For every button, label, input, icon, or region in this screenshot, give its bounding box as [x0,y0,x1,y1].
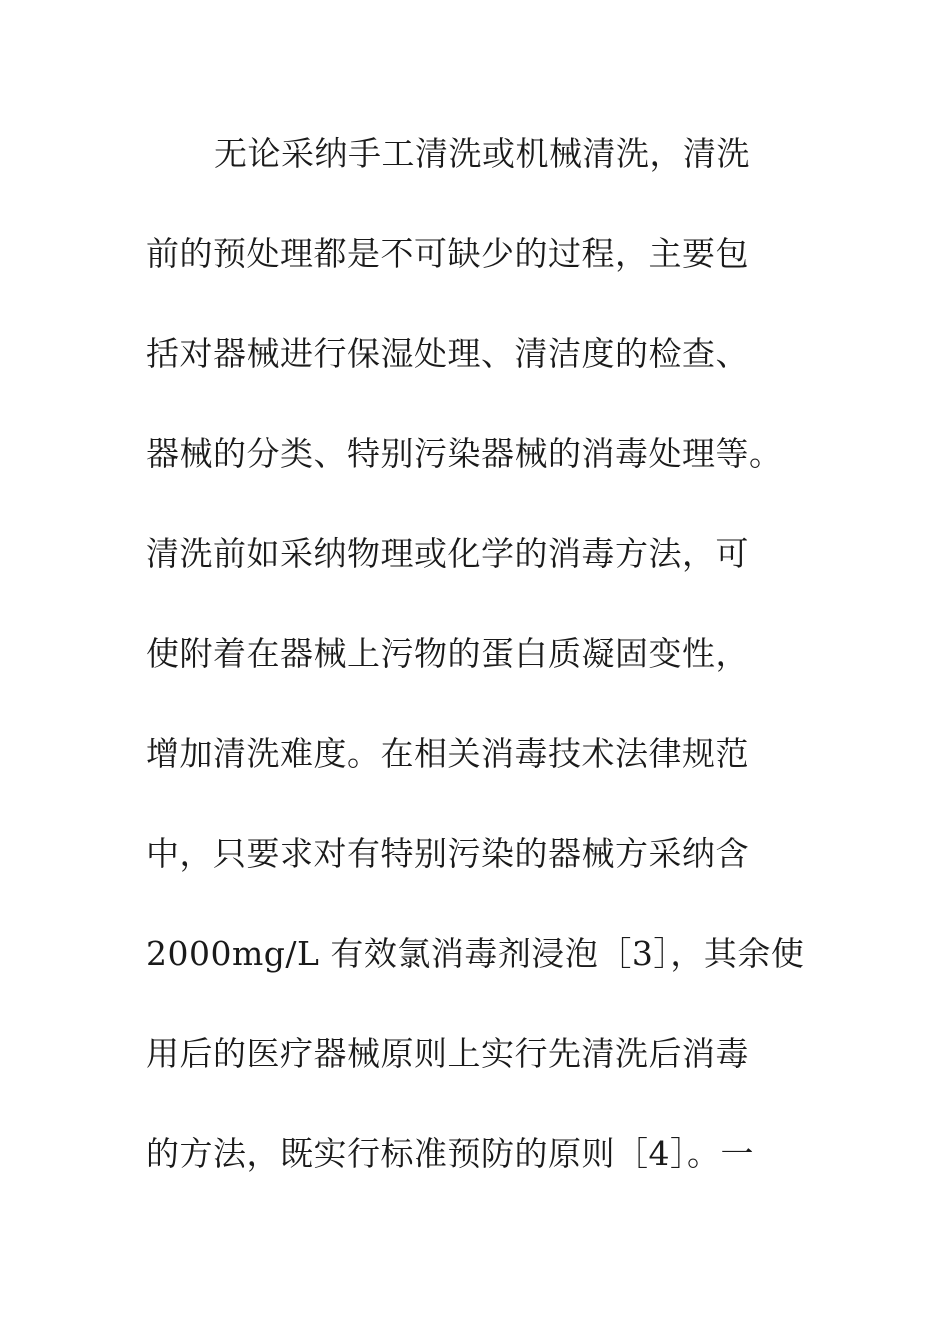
paragraph-line-5: 清洗前如采纳物理或化学的消毒方法，可 [146,534,749,573]
paragraph-line-7: 增加清洗难度。在相关消毒技术法律规范 [146,734,749,773]
paragraph-line-4: 器械的分类、特别污染器械的消毒处理等。 [146,434,783,473]
paragraph-line-2: 前的预处理都是不可缺少的过程，主要包 [146,234,749,273]
paragraph-line-6: 使附着在器械上污物的蛋白质凝固变性， [146,634,749,673]
paragraph-line-1: 无论采纳手工清洗或机械清洗，清洗 [214,134,750,173]
paragraph-line-10: 用后的医疗器械原则上实行先清洗后消毒 [146,1034,749,1073]
paragraph-line-9: 2000mg/L 有效氯消毒剂浸泡［3］，其余使 [146,934,805,973]
paragraph-line-3: 括对器械进行保湿处理、清洁度的检查、 [146,334,749,373]
paragraph-line-11: 的方法，既实行标准预防的原则［4］。一 [146,1134,754,1173]
paragraph-line-8: 中，只要求对有特别污染的器械方采纳含 [146,834,749,873]
